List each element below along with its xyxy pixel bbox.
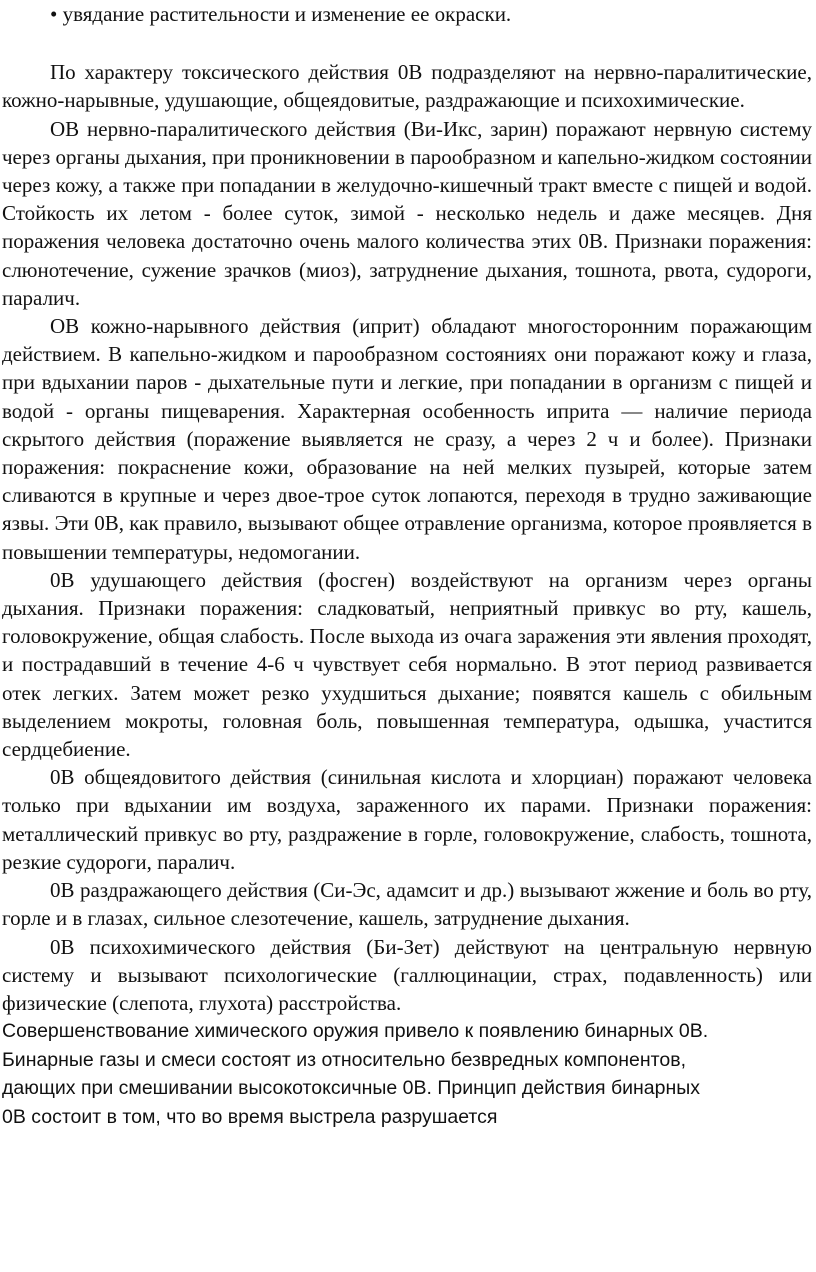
bullet-item: • увядание растительности и изменение ее окраски. bbox=[50, 2, 512, 26]
paragraph-nerve-agents: ОВ нервно-паралитического действия (Ви-Икс, зарин) поражают нервную систему через органы дыхания, при проникновении в парообразном и капельно-жидком состоянии через кожу, а также при попадании в желудочно-кишечный тракт вместе с пищей и водой. Стойкость их летом - более суток, зимой - несколько недель и даже месяцев. Дня поражения человека достаточно очень малого количества этих 0В. Признаки поражения: слюнотечение, сужение зрачков (миоз), затруднение дыхания, тошнота, рвота, судороги, паралич. bbox=[2, 116, 812, 310]
paragraph-blood-agents: 0В общеядовитого действия (синильная кислота и хлорциан) поражают человека только при вдыхании им воздуха, зараженного их парами. Признаки поражения: металлический привкус во рту, раздражение в горле, головокружение, слабость, тошнота, резкие судороги, паралич. bbox=[2, 765, 812, 874]
paragraph-irritant-agents: 0В раздражающего действия (Си-Эс, адамсит и др.) вызывают жжение и боль во рту, горле и в глазах, сильное слезотечение, кашель, затруднение дыхания. bbox=[2, 878, 812, 931]
closing-line: 0В состоит в том, что во время выстрела разрушается bbox=[2, 1105, 498, 1128]
paragraph-classification: По характеру токсического действия 0В подразделяют на нервно-паралитические, кожно-нарывные, удушающие, общеядовитые, раздражающие и психохимические. bbox=[2, 60, 812, 113]
closing-line: Бинарные газы и смеси состоят из относительно безвредных компонентов, bbox=[2, 1048, 686, 1071]
closing-line: дающих при смешивании высокотоксичные 0В. Принцип действия бинарных bbox=[2, 1077, 701, 1100]
closing-paragraph-binary-agents bbox=[2, 1017, 812, 1131]
closing-line: Совершенствование химического оружия привело к появлению бинарных 0В. bbox=[2, 1020, 709, 1043]
paragraph-spacer bbox=[2, 28, 812, 58]
paragraph-psychochemical-agents: 0В психохимического действия (Би-Зет) действуют на центральную нервную систему и вызывают психологические (галлюцинации, страх, подавленность) или физические (слепота, глухота) расстройства. bbox=[2, 934, 812, 1015]
paragraph-blister-agents: ОВ кожно-нарывного действия (иприт) обладают многосторонним поражающим действием. В капельно-жидком и парообразном состояниях они поражают кожу и глаза, при вдыхании паров - дыхательные пути и легкие, при попадании в организм с пищей и водой - органы пищеварения. Характерная особенность иприта — наличие периода скрытого действия (поражение выявляется не сразу, а через 2 ч и более). Признаки поражения: покраснение кожи, образование на ней мелких пузырей, которые затем сливаются в крупные и через двое-трое суток лопаются, переходя в трудно заживающие язвы. Эти 0В, как правило, вызывают общее отравление организма, которое проявляется в повышении температуры, недомогании. bbox=[2, 314, 812, 564]
paragraph-choking-agents: 0В удушающего действия (фосген) воздействуют на организм через органы дыхания. Признаки поражения: сладковатый, неприятный привкус во рту, кашель, головокружение, общая слабость. После выхода из очага заражения эти явления проходят, и пострадавший в течение 4-6 ч чувствует себя нормально. В этот период развивается отек легких. Затем может резко ухудшиться дыхание; появятся кашель с обильным выделением мокроты, головная боль, повышенная температура, одышка, участится сердцебиение. bbox=[2, 567, 812, 762]
